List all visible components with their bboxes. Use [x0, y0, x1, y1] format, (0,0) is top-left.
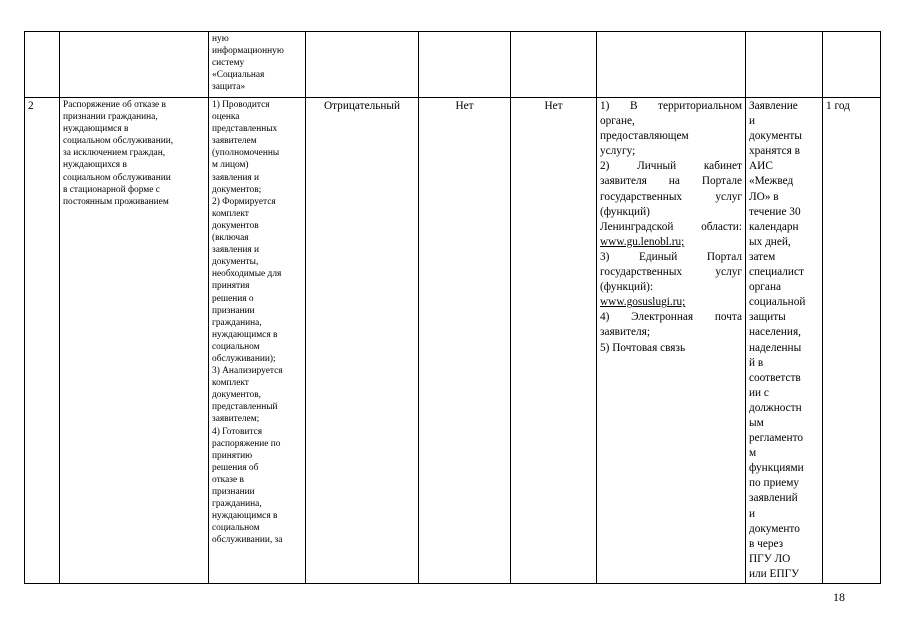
text-line: 2) Формируется [212, 196, 276, 207]
text-line: документов [212, 220, 259, 231]
text-line: 4) Готовится [212, 426, 263, 437]
cell-col6-empty [511, 32, 597, 98]
storage-lines [749, 99, 819, 582]
row-number: 2 [25, 98, 60, 584]
text-line: обслуживании, за [212, 535, 283, 546]
text-line: населения, [749, 326, 801, 339]
text-line: необходимые для [212, 269, 282, 280]
text-line: признании [212, 305, 255, 316]
cell-delivery-methods [597, 98, 746, 584]
text-line: органа [749, 281, 782, 294]
text-line: гражданина, [212, 499, 262, 510]
text-line: по приему [749, 477, 800, 490]
text-line: 1) В территориальном [600, 100, 742, 112]
text-line: наделенны [749, 341, 802, 354]
text-line: обслуживании); [212, 353, 276, 364]
text-line: комплект [212, 378, 249, 389]
text-line: заявителя на Портале [600, 175, 742, 188]
text-line: в через [749, 537, 784, 550]
text-line: должностн [749, 401, 802, 414]
text-line: в стационарной форме с [63, 184, 160, 195]
text-line: календарн [749, 220, 799, 233]
text-line: 3) Анализируется [212, 366, 283, 377]
procedure-continued-lines [212, 33, 302, 93]
text-line: информационную [212, 46, 284, 57]
text-line: защита» [212, 82, 246, 93]
text-line: 2) Личный кабинет [600, 160, 742, 173]
text-line: представленных [212, 124, 278, 135]
page-number: 18 [833, 590, 845, 604]
text-line: (функций): [600, 281, 654, 294]
text-line: признании гражданина, [63, 112, 158, 123]
cell-procedure [209, 98, 306, 584]
cell-col6: Нет [511, 98, 597, 584]
text-line: услугу; [600, 145, 636, 158]
text-line: й в [749, 356, 764, 369]
document-name-lines [63, 99, 205, 208]
text-line: представленный [212, 402, 278, 413]
text-line: Заявление [749, 100, 798, 112]
text-line: нуждающимся в [212, 511, 278, 522]
cell-result-type: Отрицательный [306, 98, 419, 584]
text-line: заявления и [212, 172, 260, 183]
text-line: документо [749, 522, 800, 535]
text-line: специалист [749, 266, 804, 279]
text-line: ым [749, 416, 764, 429]
text-line: социальном [212, 523, 260, 534]
text-line: оценка [212, 112, 240, 123]
text-line: «Межвед [749, 175, 794, 188]
text-line: отказе в [212, 474, 244, 485]
text-line: органе, [600, 115, 635, 128]
text-line: социальном [212, 341, 260, 352]
text-line: заявления и [212, 245, 260, 256]
text-line: документов; [212, 184, 262, 195]
text-line: социальной [749, 296, 806, 309]
text-line: м [749, 447, 757, 460]
cell-storage-empty [746, 32, 823, 98]
text-line: или ЕПГУ [749, 567, 800, 580]
text-line: за исключением граждан, [63, 148, 166, 159]
cell-result-empty [306, 32, 419, 98]
text-line: нуждающимся в [63, 124, 129, 135]
table-row-continuation [25, 32, 881, 98]
text-line: хранятся в [749, 145, 800, 158]
text-line: документы [749, 130, 802, 143]
text-line: 5) Почтовая связь [600, 341, 686, 354]
text-line: заявлений [749, 492, 798, 505]
text-line: Распоряжение об отказе в [63, 100, 166, 110]
text-line: ПГУ ЛО [749, 552, 791, 565]
text-line: принятию [212, 450, 253, 461]
text-line: течение 30 [749, 205, 801, 218]
text-line: заявителя; [600, 326, 650, 339]
cell-col5-empty [419, 32, 511, 98]
text-line: гражданина, [212, 317, 262, 328]
text-line: документы, [212, 257, 259, 268]
portal-link[interactable]: www.gosuslugi.ru; [600, 296, 686, 309]
text-line: решения об [212, 462, 259, 473]
text-line: социальном обслуживании, [63, 136, 174, 147]
cell-storage [746, 98, 823, 584]
text-line: затем [749, 250, 776, 263]
text-line: Ленинградской области: [600, 220, 742, 233]
cell-storage-period: 1 год [823, 98, 881, 584]
text-line: постоянным проживанием [63, 196, 169, 207]
text-line: заявителем [212, 136, 257, 147]
text-line: ную [212, 34, 229, 44]
text-line: м лицом) [212, 160, 249, 171]
text-line: (включая [212, 233, 249, 244]
cell-num-empty [25, 32, 60, 98]
text-line: АИС [749, 160, 773, 173]
text-line: документов, [212, 390, 261, 401]
delivery-method-lines [600, 99, 742, 356]
text-line: комплект [212, 208, 249, 219]
portal-link[interactable]: www.gu.lenobl.ru; [600, 235, 685, 248]
text-line: ЛО» в [749, 190, 779, 203]
text-line: «Социальная [212, 70, 265, 81]
cell-name-empty [60, 32, 209, 98]
text-line: защиты [749, 311, 786, 324]
text-line: (уполномоченны [212, 148, 280, 159]
text-line: государственных услуг [600, 190, 742, 203]
cell-col5: Нет [419, 98, 511, 584]
cell-delivery-empty [597, 32, 746, 98]
text-line: ии с [749, 386, 769, 399]
text-line: признании [212, 487, 255, 497]
text-line: принятия [212, 281, 250, 292]
text-line: социальном обслуживании [63, 172, 171, 183]
text-line: и [749, 115, 756, 128]
table-row-2 [25, 98, 881, 584]
text-line: предоставляющем [600, 130, 689, 143]
text-line: регламенто [749, 432, 804, 445]
text-line: 1) Проводится [212, 100, 270, 110]
text-line: нуждающимся в [212, 329, 278, 340]
services-table [24, 31, 881, 584]
text-line: 4) Электронная почта [600, 311, 742, 324]
text-line: (функций) [600, 205, 650, 218]
text-line: государственных услуг [600, 266, 742, 279]
text-line: ых дней, [749, 235, 791, 248]
cell-procedure-continued [209, 32, 306, 98]
text-line: заявителем; [212, 414, 260, 425]
text-line: распоряжение по [212, 438, 281, 449]
text-line: соответств [749, 371, 801, 384]
text-line: решения о [212, 293, 254, 304]
text-line: систему [212, 58, 245, 69]
procedure-lines [212, 99, 302, 546]
cell-document-name [60, 98, 209, 584]
cell-period-empty [823, 32, 881, 98]
text-line: функциями [749, 462, 804, 475]
text-line: и [749, 507, 756, 520]
text-line: 3) Единый Портал [600, 250, 742, 263]
text-line: нуждающихся в [63, 160, 127, 171]
